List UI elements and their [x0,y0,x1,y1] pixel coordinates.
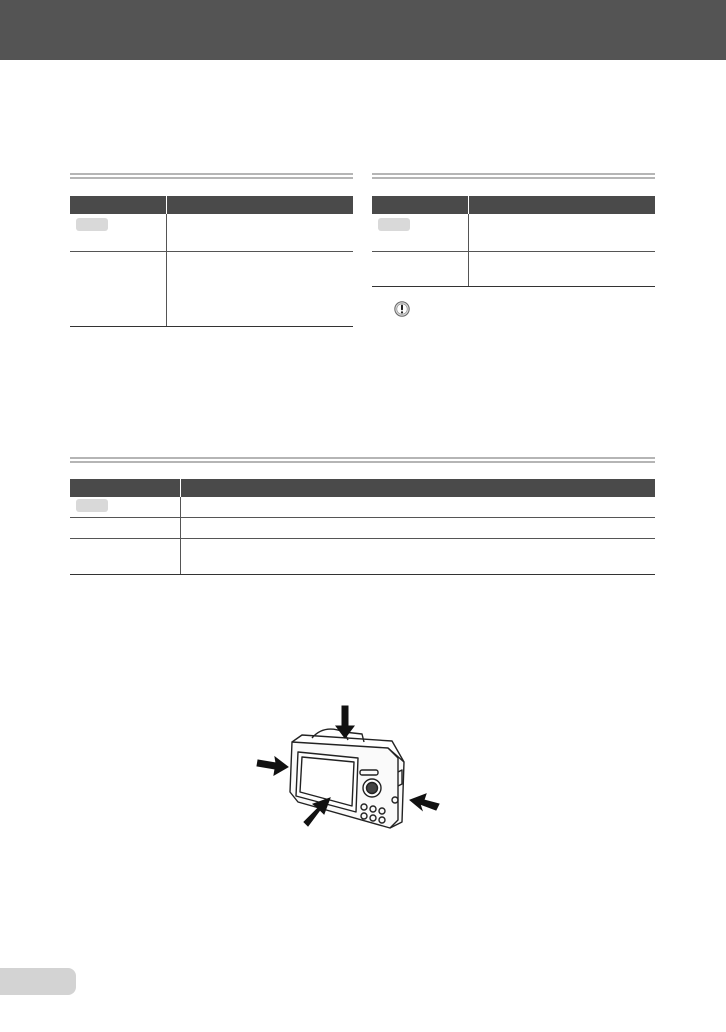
table-row [70,497,655,518]
camera-illustration [252,700,442,830]
section-a-row1-col1 [70,214,166,251]
section-a-row2-col1 [70,251,166,326]
section-c-row2-col2 [180,518,655,539]
page-number [0,968,70,995]
section-a-table [70,196,353,327]
setting-chip [76,499,108,512]
section-b-table [372,196,655,287]
section-b-row2-col2 [468,251,655,286]
section-c-col1-header [70,479,180,497]
section-c-row3-col1 [70,539,180,575]
section-b-row1-col2 [468,214,655,251]
section-c-rule [70,457,655,463]
section-b-col1-header [372,196,468,214]
section-a-rule [70,173,353,179]
section-c-table [70,479,655,575]
section-c-col2-header [180,479,655,497]
table-row [372,251,655,286]
section-c-row1-col2 [180,497,655,518]
section-a-row1-col2 [166,214,353,251]
section-b-col2-header [468,196,655,214]
section-a-col2-header [166,196,353,214]
table-row [70,518,655,539]
section-c-row3-col2 [180,539,655,575]
caution-icon [394,301,410,317]
setting-chip [378,218,410,231]
setting-chip [76,218,108,231]
table-row [70,214,353,251]
section-c-row1-col1 [70,497,180,518]
table-row [70,539,655,575]
table-row [372,214,655,251]
section-b-row1-col1 [372,214,468,251]
right-arrow-icon [410,794,439,810]
header-bar [0,0,726,60]
section-a-row2-col2 [166,251,353,326]
table-row [70,251,353,326]
section-a-col1-header [70,196,166,214]
section-b-rule [372,173,655,179]
section-c-row2-col1 [70,518,180,539]
left-arrow-icon [257,757,288,775]
section-b-row2-col1 [372,251,468,286]
